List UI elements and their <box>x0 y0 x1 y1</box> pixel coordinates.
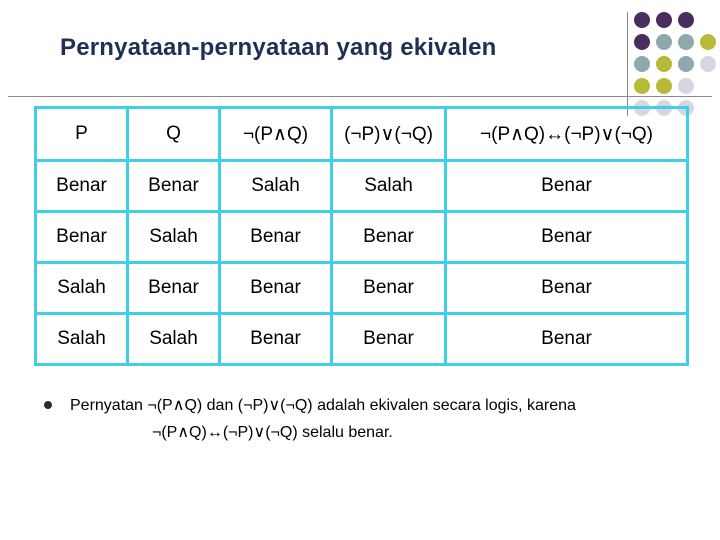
decorative-horizontal-line <box>8 96 712 97</box>
header-cell: P <box>36 108 128 161</box>
decorative-dot <box>656 34 672 50</box>
header-cell: ¬(P∧Q)↔(¬P)∨(¬Q) <box>446 108 688 161</box>
table-cell: Benar <box>332 212 446 263</box>
decorative-dot <box>678 56 694 72</box>
header-cell: (¬P)∨(¬Q) <box>332 108 446 161</box>
table-cell: Benar <box>128 161 220 212</box>
table-row <box>36 313 688 364</box>
table-row <box>36 212 688 263</box>
table-cell: Benar <box>220 263 332 314</box>
decorative-dot <box>634 12 650 28</box>
note-text <box>70 392 710 446</box>
decorative-dot <box>678 12 694 28</box>
header-cell: Q <box>128 108 220 161</box>
table-cell: Salah <box>36 263 128 314</box>
table-cell: Salah <box>128 212 220 263</box>
decorative-dot <box>634 34 650 50</box>
table-cell: Benar <box>220 313 332 364</box>
table-cell: Benar <box>446 212 688 263</box>
decorative-dot <box>634 78 650 94</box>
truth-table <box>34 106 689 366</box>
bullet-icon <box>44 401 52 409</box>
table-row <box>36 161 688 212</box>
note-line-1: Pernyatan ¬(P∧Q) dan (¬P)∨(¬Q) adalah ekivalen secara logis, karena <box>70 397 576 414</box>
table-cell: Benar <box>128 263 220 314</box>
decorative-dot <box>656 12 672 28</box>
decorative-dot <box>656 78 672 94</box>
decorative-dot <box>656 56 672 72</box>
table-cell: Benar <box>332 313 446 364</box>
slide-title: Pernyataan-pernyataan yang ekivalen <box>60 34 497 61</box>
table-cell: Benar <box>36 212 128 263</box>
table-cell: Benar <box>446 313 688 364</box>
table-cell: Benar <box>446 161 688 212</box>
table-header-row <box>36 108 688 161</box>
table-cell: Benar <box>220 212 332 263</box>
table-cell: Salah <box>332 161 446 212</box>
decorative-dot <box>678 78 694 94</box>
decorative-dot-grid <box>628 8 720 118</box>
decorative-dot <box>678 34 694 50</box>
decorative-dot <box>700 34 716 50</box>
table-cell: Salah <box>36 313 128 364</box>
table-cell: Salah <box>220 161 332 212</box>
table-row <box>36 263 688 314</box>
decorative-dot <box>700 56 716 72</box>
table-cell: Salah <box>128 313 220 364</box>
header-cell: ¬(P∧Q) <box>220 108 332 161</box>
table-cell: Benar <box>332 263 446 314</box>
decorative-dot <box>634 56 650 72</box>
note-line-2: ¬(P∧Q)↔(¬P)∨(¬Q) selalu benar. <box>152 424 393 441</box>
table-cell: Benar <box>446 263 688 314</box>
table-cell: Benar <box>36 161 128 212</box>
